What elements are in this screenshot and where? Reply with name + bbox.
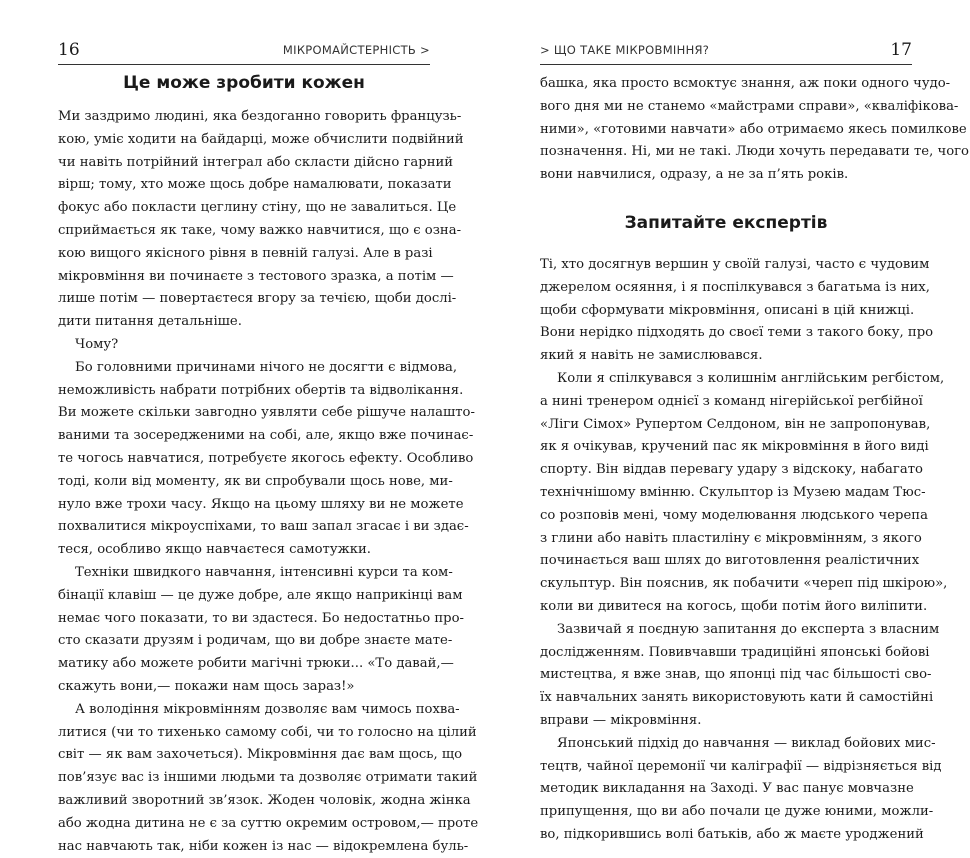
text-line: Бо головними причинами нічого не досягти є відмова, — [58, 357, 430, 380]
text-line: скульптур. Він пояснив, як побачити «череп під шкірою», — [540, 573, 912, 596]
text-line: ваними та зосередженими на собі, але, якщо вже починає- — [58, 425, 430, 448]
paragraph — [540, 619, 912, 733]
text-line: вони навчилися, одразу, а не за п’ять років. — [540, 164, 912, 187]
text-line: похвалитися мікроуспіхами, то ваш запал згасає і ви здає- — [58, 516, 430, 539]
text-line: мистецтва, я вже знав, що японці під час більшості сво- — [540, 664, 912, 687]
text-line: Техніки швидкого навчання, інтенсивні курси та ком- — [58, 562, 430, 585]
text-line: сприймається як таке, чому важко навчитися, що є озна- — [58, 220, 430, 243]
text-line: А володіння мікровмінням дозволяє вам чимось похва- — [58, 699, 430, 722]
right-page-number: 17 — [890, 40, 912, 60]
left-page — [0, 0, 485, 746]
text-line: во, підкорившись волі батьків, або ж маєте уроджений — [540, 824, 912, 847]
text-line: спорту. Він віддав перевагу удару з відскоку, набагато — [540, 459, 912, 482]
text-line: Японський підхід до навчання — виклад бойових мис- — [540, 733, 912, 756]
text-line: вірш; тому, хто може щось добре намалювати, показати — [58, 174, 430, 197]
right-running-head: > ЩО ТАКЕ МІКРОВМІННЯ? — [540, 43, 709, 57]
text-line: нуло вже трохи часу. Якщо на цьому шляху ви не можете — [58, 494, 430, 517]
text-line: вого дня ми не станемо «майстрами справи», «кваліфікова- — [540, 96, 912, 119]
text-line: дити питання детальніше. — [58, 311, 430, 334]
paragraph — [540, 73, 912, 187]
paragraph — [58, 562, 430, 699]
text-line: їх навчальних занять використовують кати й самостійні — [540, 687, 912, 710]
text-line: сто сказати друзям і родичам, що ви добре знаєте мате- — [58, 630, 430, 653]
right-body-text — [540, 254, 912, 847]
paragraph — [58, 106, 430, 334]
text-line: лише потім — повертаєтеся вгору за течією, щоби дослі- — [58, 288, 430, 311]
left-running-head: МІКРОМАЙСТЕРНІСТЬ > — [283, 43, 430, 57]
left-section-heading: Це може зробити кожен — [58, 72, 430, 106]
text-line: коли ви дивитеся на когось, щоби потім його виліпити. — [540, 596, 912, 619]
text-line: ними», «готовими навчати» або отримаємо якесь помилкове — [540, 119, 912, 142]
text-line: технічнішому вмінню. Скульптор із Музею мадам Тюс- — [540, 482, 912, 505]
left-body-text — [58, 106, 430, 858]
text-line: Вони нерідко підходять до своєї теми з такого боку, про — [540, 322, 912, 345]
paragraph — [58, 699, 430, 858]
paragraph — [58, 334, 430, 357]
text-line: джерелом осяяння, і я поспілкувався з багатьма із них, — [540, 277, 912, 300]
text-line: фокус або покласти цеглину стіну, що не завалиться. Це — [58, 197, 430, 220]
left-page-content — [58, 72, 430, 858]
text-line: Чому? — [58, 334, 430, 357]
text-line: кою вищого якісного рівня в певній галузі. Але в разі — [58, 243, 430, 266]
paragraph — [540, 733, 912, 847]
text-line: важливий зворотний зв’язок. Жоден чоловік, жодна жінка — [58, 790, 430, 813]
text-line: дослідженням. Повивчавши традиційні японські бойові — [540, 642, 912, 665]
text-line: башка, яка просто всмоктує знання, аж поки одного чудо- — [540, 73, 912, 96]
text-line: Коли я спілкувався з колишнім англійським регбістом, — [540, 368, 912, 391]
text-line: «Ліги Сімох» Рупертом Селдоном, він не запропонував, — [540, 414, 912, 437]
left-page-header — [58, 38, 430, 65]
left-page-number: 16 — [58, 40, 80, 60]
text-line: нас навчають так, ніби кожен із нас — відокремлена буль- — [58, 836, 430, 858]
text-line: Ви можете скільки завгодно уявляти себе рішуче налашто- — [58, 402, 430, 425]
text-line: Зазвичай я поєдную запитання до експерта з власним — [540, 619, 912, 642]
text-line: тоді, коли від моменту, як ви спробували щось нове, ми- — [58, 471, 430, 494]
text-line: а нині тренером однієї з команд нігерійської регбійної — [540, 391, 912, 414]
text-line: як я очікував, кручений пас як мікровміння в його виді — [540, 436, 912, 459]
right-page-header — [540, 38, 912, 65]
text-line: який я навіть не замислювався. — [540, 345, 912, 368]
text-line: скажуть вони,— покажи нам щось зараз!» — [58, 676, 430, 699]
text-line: Ті, хто досягнув вершин у своїй галузі, часто є чудовим — [540, 254, 912, 277]
text-line: пов’язує вас із іншими людьми та дозволяє отримати такий — [58, 767, 430, 790]
text-line: припущення, що ви або почали це дуже юними, можли- — [540, 801, 912, 824]
text-line: тецтв, чайної церемонії чи каліграфії — відрізняється від — [540, 756, 912, 779]
text-line: позначення. Ні, ми не такі. Люди хочуть передавати те, чого — [540, 141, 912, 164]
text-line: або жодна дитина не є за суттю окремим островом,— проте — [58, 813, 430, 836]
text-line: со розповів мені, чому моделювання людського черепа — [540, 505, 912, 528]
text-line: неможливість набрати потрібних обертів та відволікання. — [58, 380, 430, 403]
paragraph — [540, 368, 912, 619]
paragraph — [540, 254, 912, 368]
text-line: бінації клавіш — це дуже добре, але якщо наприкінці вам — [58, 585, 430, 608]
paragraph — [58, 357, 430, 562]
text-line: методик викладання на Заході. У вас панує мовчазне — [540, 778, 912, 801]
right-continued-paragraph — [540, 73, 912, 187]
right-section-heading: Запитайте експертів — [540, 212, 912, 234]
right-page — [485, 0, 970, 746]
text-line: немає чого показати, то ви здастеся. Бо недостатньо про- — [58, 608, 430, 631]
right-page-content — [540, 73, 912, 847]
text-line: чи навіть потрійний інтеграл або скласти дійсно гарний — [58, 152, 430, 175]
text-line: Ми заздримо людині, яка бездоганно говорить французь- — [58, 106, 430, 129]
text-line: матику або можете робити магічні трюки... «То давай,— — [58, 653, 430, 676]
text-line: литися (чи то тихенько самому собі, чи то голосно на цілий — [58, 722, 430, 745]
text-line: щоби сформувати мікровміння, описані в цій книжці. — [540, 300, 912, 323]
text-line: починається ваш шлях до виготовлення реалістичних — [540, 550, 912, 573]
text-line: кою, уміє ходити на байдарці, може обчислити подвійний — [58, 129, 430, 152]
text-line: теся, особливо якщо навчаєтеся самотужки. — [58, 539, 430, 562]
text-line: вправи — мікровміння. — [540, 710, 912, 733]
text-line: те чогось навчатися, потребуєте якогось ефекту. Особливо — [58, 448, 430, 471]
text-line: світ — як вам захочеться). Мікровміння дає вам щось, що — [58, 744, 430, 767]
text-line: з глини або навіть пластиліну є мікровмінням, з якого — [540, 528, 912, 551]
text-line: мікровміння ви починаєте з тестового зразка, а потім — — [58, 266, 430, 289]
